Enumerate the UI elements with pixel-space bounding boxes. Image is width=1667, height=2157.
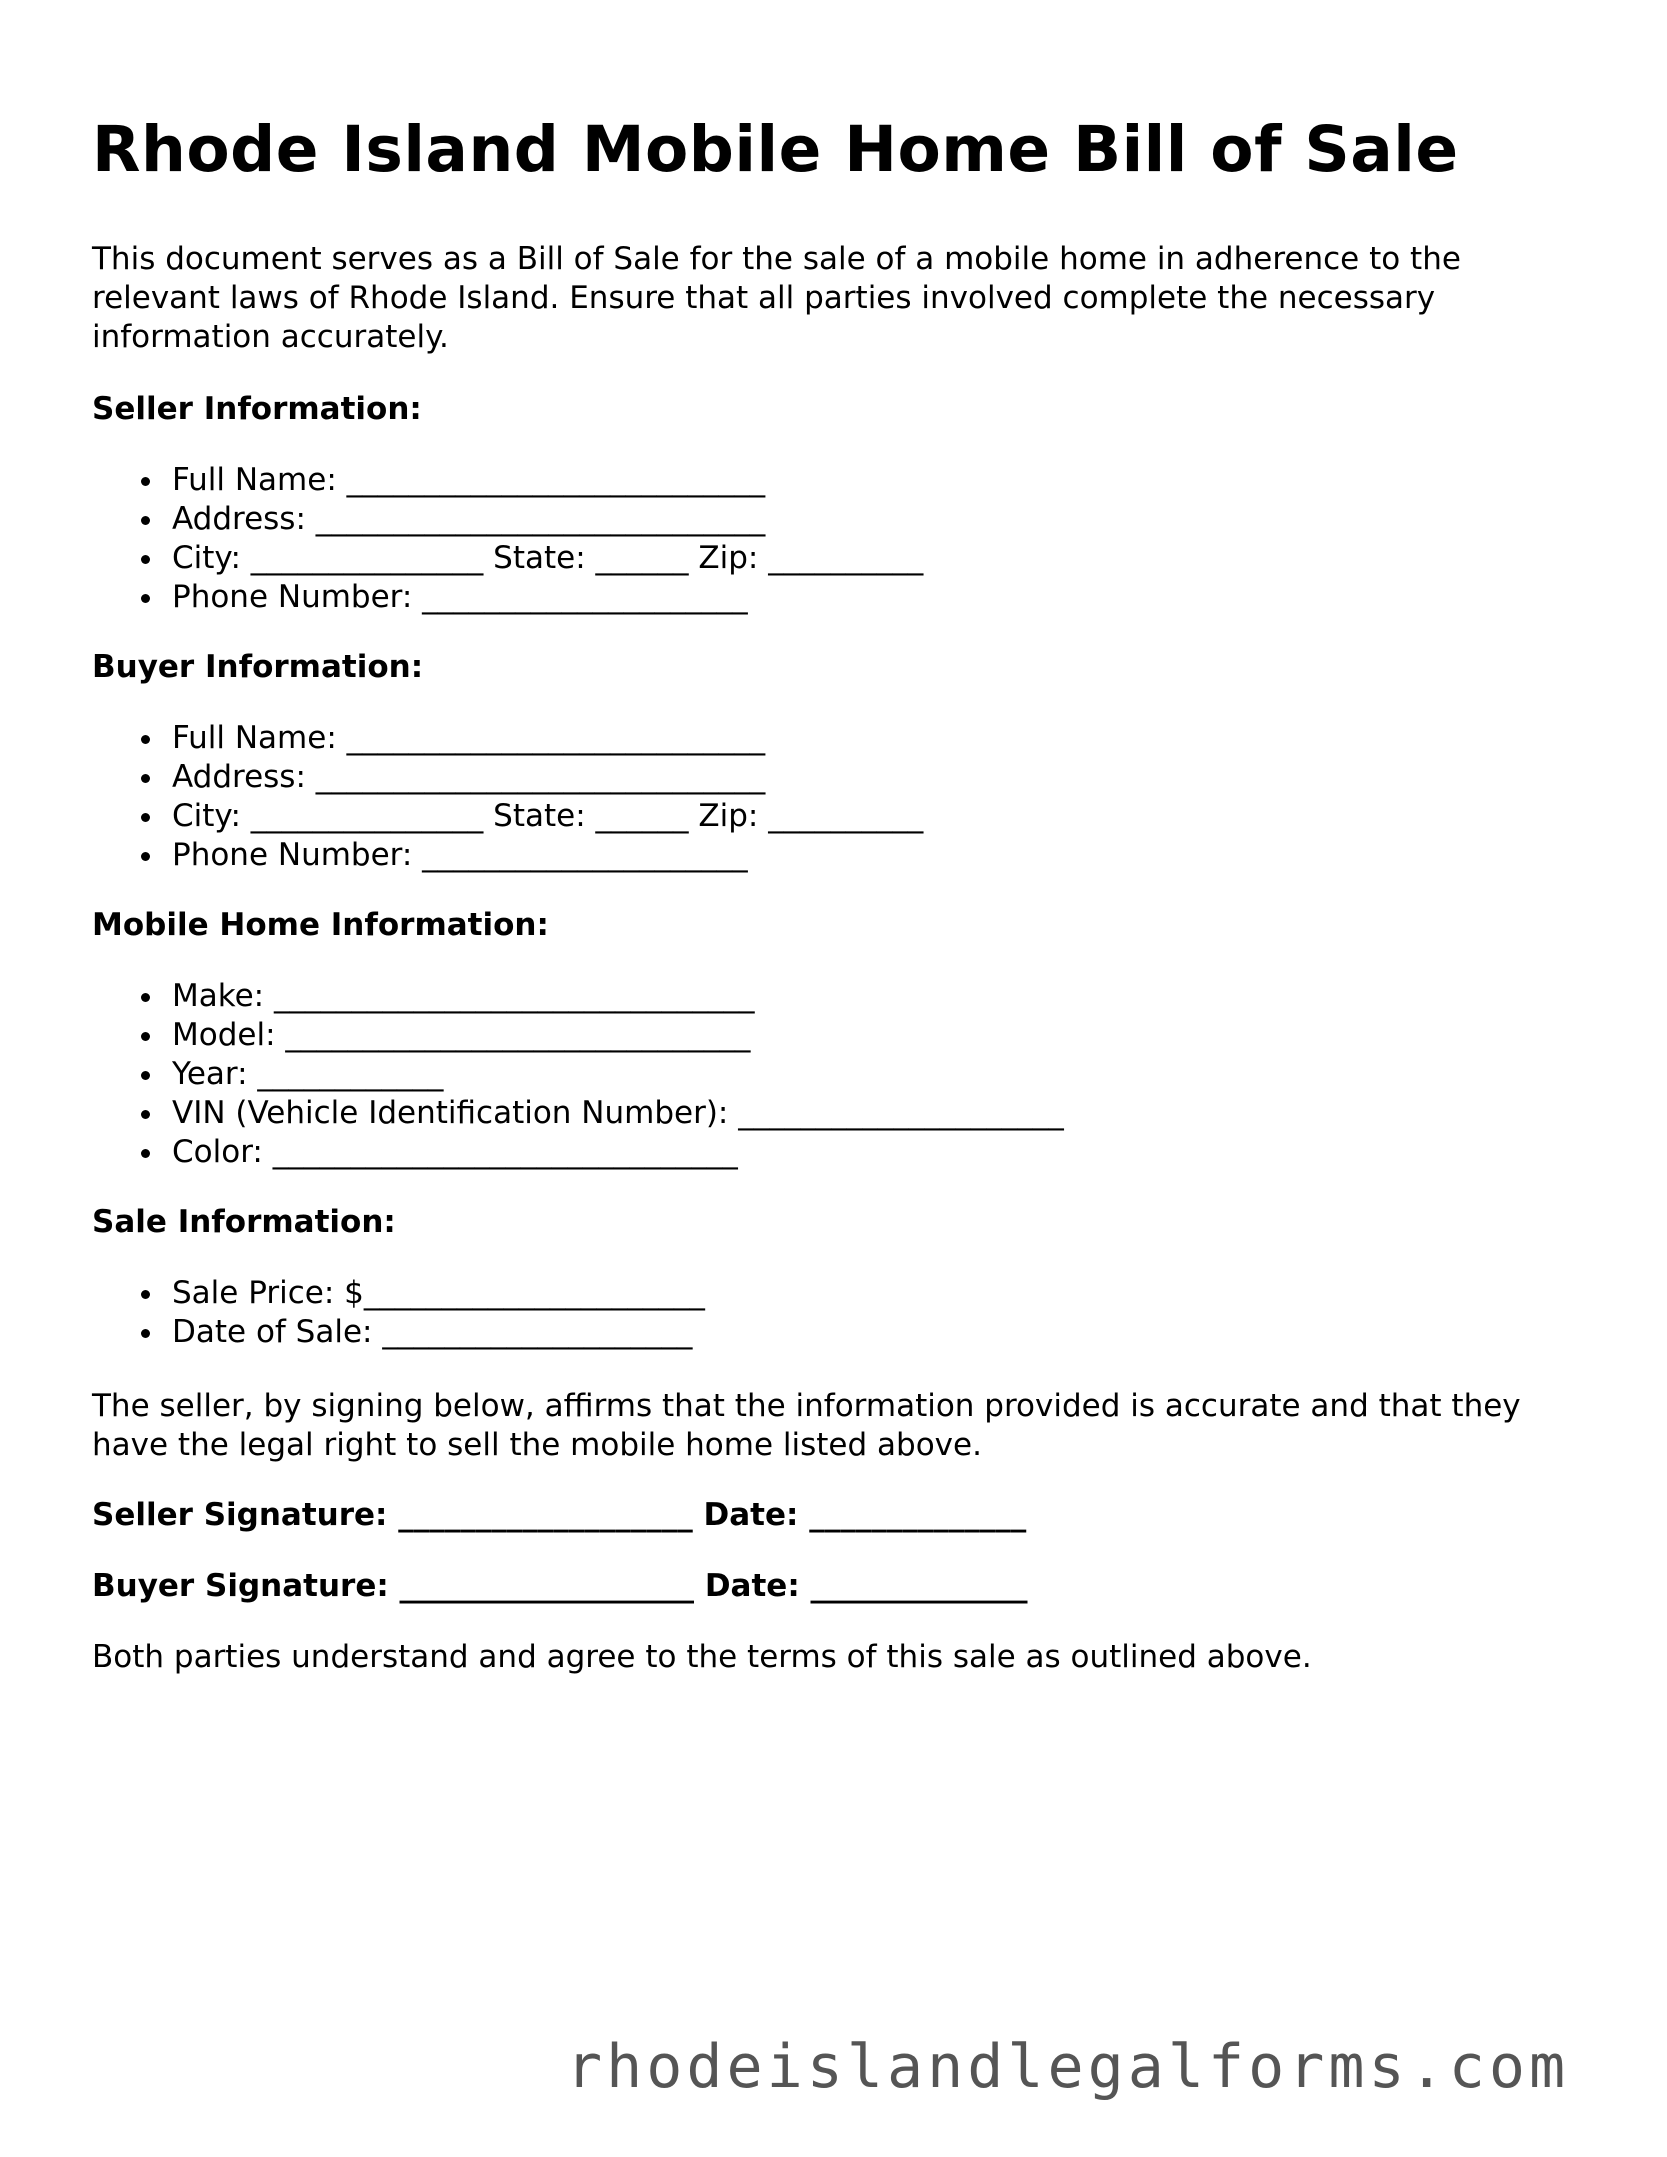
sale-date-field[interactable]: Date of Sale: ____________________ [92,1313,705,1352]
buyer-phone-field[interactable]: Phone Number: _____________________ [92,836,923,875]
document-title: Rhode Island Mobile Home Bill of Sale [92,113,1459,186]
mobile-home-vin-field[interactable]: VIN (Vehicle Identification Number): _____________________ [92,1094,1064,1133]
seller-address-field[interactable]: Address: _____________________________ [92,500,923,539]
intro-paragraph: This document serves as a Bill of Sale for the sale of a mobile home in adherence to the relevant laws of Rhode Island. Ensure that all parties involved complete the necessary information accurately. [92,241,1461,355]
seller-full-name-field[interactable]: Full Name: ___________________________ [92,461,923,500]
buyer-city-state-zip-field[interactable]: City: _______________ State: ______ Zip: __________ [92,797,923,836]
seller-section-heading: Seller Information: [92,391,422,427]
mobile-home-fields-list [92,977,1064,1172]
closing-statement: Both parties understand and agree to the terms of this sale as outlined above. [92,1639,1312,1675]
watermark-text: rhodeislandlegalforms.com [566,2032,1570,2102]
buyer-full-name-field[interactable]: Full Name: ___________________________ [92,719,923,758]
sale-price-field[interactable]: Sale Price: $______________________ [92,1274,705,1313]
seller-phone-field[interactable]: Phone Number: _____________________ [92,578,923,617]
mobile-home-color-field[interactable]: Color: ______________________________ [92,1133,1064,1172]
buyer-address-field[interactable]: Address: _____________________________ [92,758,923,797]
buyer-signature-line[interactable]: Buyer Signature: ___________________ Date: ______________ [92,1568,1028,1604]
buyer-section-heading: Buyer Information: [92,649,424,685]
mobile-home-section-heading: Mobile Home Information: [92,907,549,943]
mobile-home-model-field[interactable]: Model: ______________________________ [92,1016,1064,1055]
sale-section-heading: Sale Information: [92,1204,396,1240]
affirmation-paragraph: The seller, by signing below, affirms that the information provided is accurate and that they have the legal right to sell the mobile home listed above. [92,1388,1521,1463]
seller-city-state-zip-field[interactable]: City: _______________ State: ______ Zip: __________ [92,539,923,578]
seller-signature-line[interactable]: Seller Signature: ___________________ Date: ______________ [92,1497,1027,1533]
mobile-home-make-field[interactable]: Make: _______________________________ [92,977,1064,1016]
mobile-home-year-field[interactable]: Year: ____________ [92,1055,1064,1094]
buyer-fields-list [92,719,923,875]
sale-fields-list [92,1274,705,1352]
seller-fields-list [92,461,923,617]
